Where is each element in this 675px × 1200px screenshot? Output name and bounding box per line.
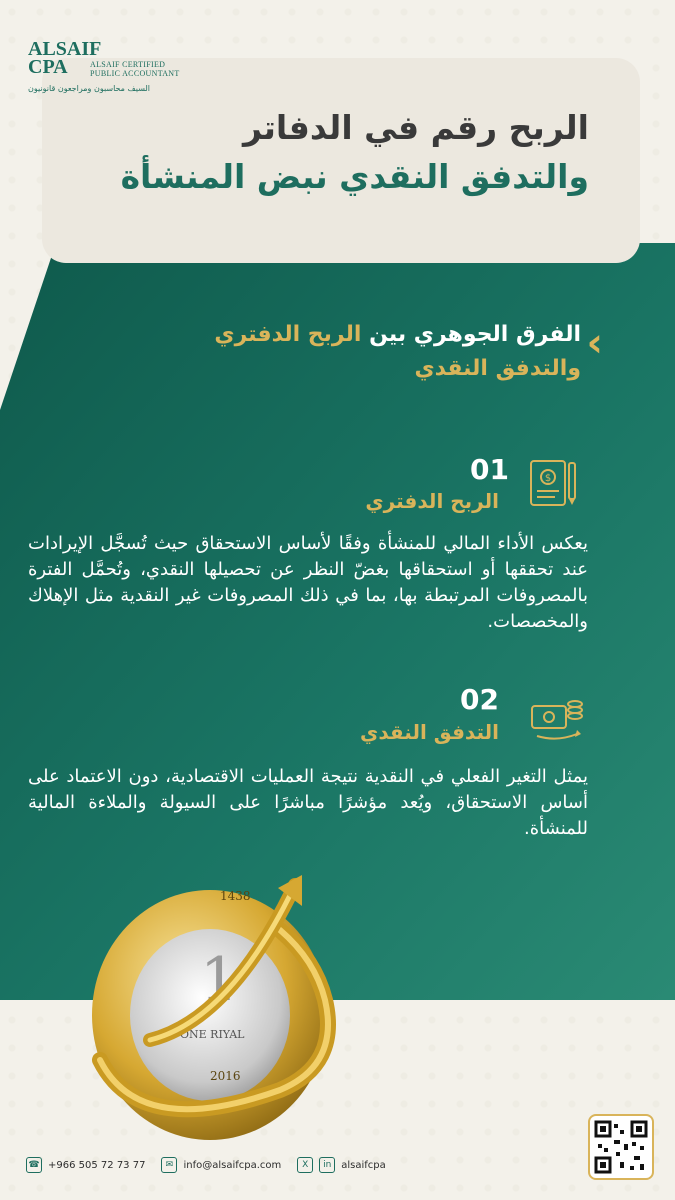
section-heading bbox=[151, 318, 581, 386]
footer-phone[interactable]: +966 505 72 73 77 bbox=[48, 1159, 146, 1171]
section-heading-line2: والتدفق النقدي bbox=[414, 356, 581, 381]
item-title-02: التدفق النقدي bbox=[360, 720, 499, 744]
section-heading-white: الفرق الجوهري بين bbox=[369, 322, 581, 347]
x-icon[interactable]: X bbox=[297, 1157, 313, 1173]
phone-icon: ☎ bbox=[26, 1157, 42, 1173]
footer-email[interactable]: info@alsaifcpa.com bbox=[183, 1159, 282, 1171]
item-number-01: 01 bbox=[470, 453, 509, 486]
page-title-line1: الربح رقم في الدفاتر bbox=[242, 108, 589, 147]
coin-value: 1 bbox=[200, 945, 239, 1015]
footer-contacts bbox=[26, 1157, 386, 1173]
company-logo bbox=[28, 40, 178, 93]
page-title-line2: والتدفق النقدي نبض المنشأة bbox=[120, 157, 589, 196]
footer-handle[interactable]: alsaifcpa bbox=[341, 1159, 386, 1171]
chevron-left-icon: ‹ bbox=[586, 320, 603, 366]
coin-year-bottom: 2016 bbox=[210, 1069, 241, 1083]
coin-label: ONE RIYAL bbox=[180, 1028, 245, 1041]
linkedin-icon[interactable]: in bbox=[319, 1157, 335, 1173]
item-text-01: يعكس الأداء المالي للمنشأة وفقًا لأساس الاستحقاق حيث تُسجَّل الإيرادات عند تحققها أو استحقاقها بغضّ النظر عن تحصيلها النقدي، وتُحمَّل الفترة بالمصروفات المرتبطة بها، بما في ذلك المصروفات غير النقدية مثل الإهلاك والمخصصات. bbox=[28, 533, 588, 632]
logo-main-text: ALSAIF CPA bbox=[28, 38, 102, 78]
cash-flow-icon bbox=[529, 694, 585, 742]
item-title-01: الربح الدفتري bbox=[365, 489, 499, 513]
riyal-coin-illustration bbox=[80, 850, 360, 1150]
svg-text:$: $ bbox=[544, 473, 552, 484]
logo-sub-text: ALSAIF CERTIFIED PUBLIC ACCOUNTANT bbox=[90, 60, 180, 78]
item-text-02: يمثل التغير الفعلي في النقدية نتيجة العمليات الاقتصادية، دون الاعتماد على أساس الاستحقاق، ويُعد مؤشرًا مباشرًا على السيولة والملاءة المالية للمنشأة. bbox=[28, 766, 588, 839]
ledger-icon bbox=[527, 455, 583, 511]
item-number-02: 02 bbox=[460, 683, 499, 716]
logo-arabic-text: السيف محاسبون ومراجعون قانونيون bbox=[28, 84, 150, 93]
qr-code[interactable] bbox=[588, 1114, 654, 1180]
mail-icon: ✉ bbox=[161, 1157, 177, 1173]
section-heading-gold: الربح الدفتري bbox=[214, 322, 362, 347]
coin-year-top: 1438 bbox=[220, 889, 251, 903]
